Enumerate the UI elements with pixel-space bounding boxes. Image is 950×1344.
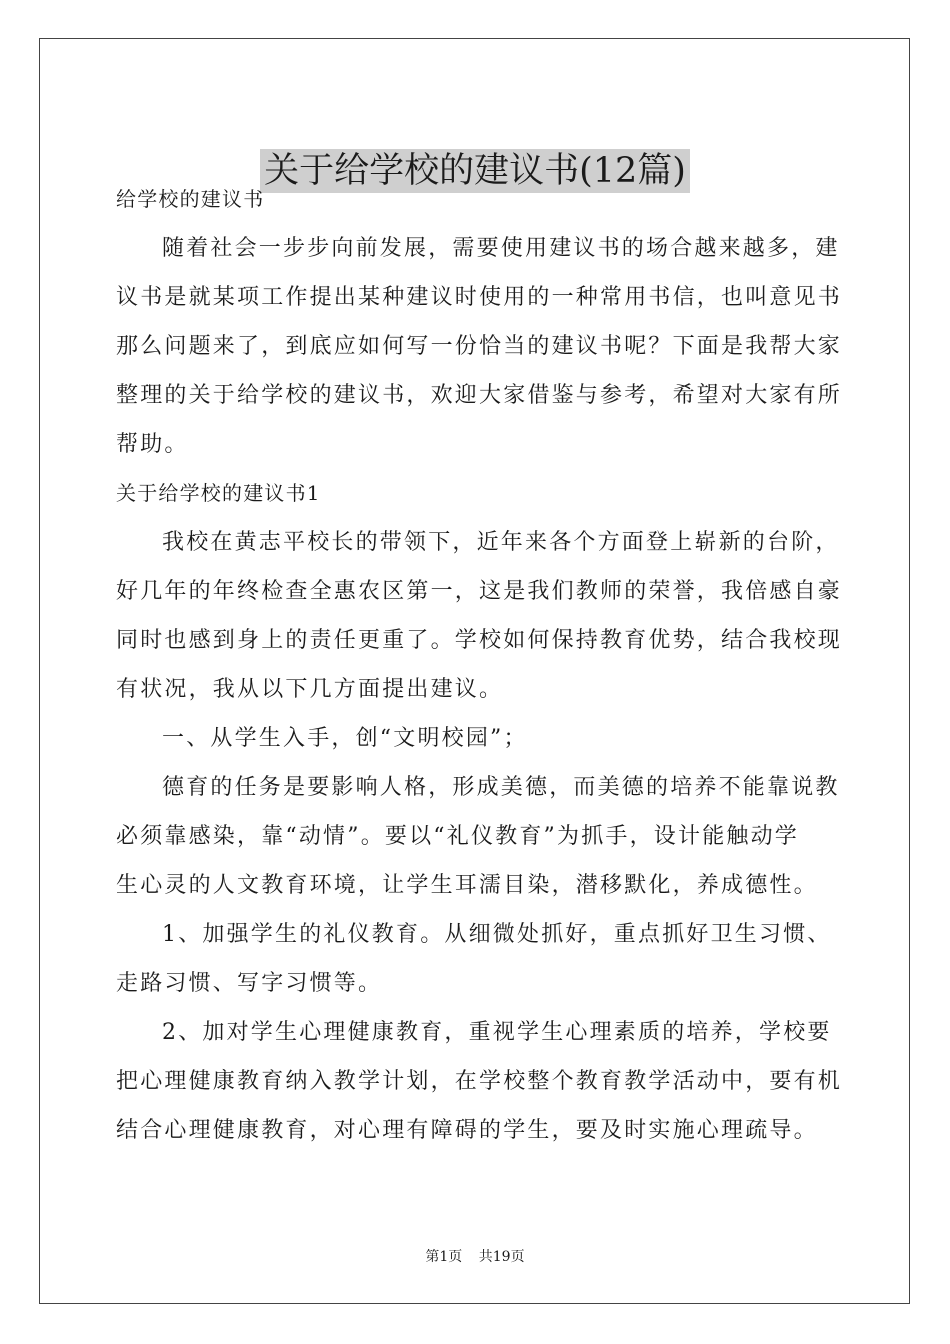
text-line: 一、从学生入手，创“文明校园”； — [162, 726, 528, 751]
text-line: 给学校的建议书 — [116, 187, 265, 211]
text-line: 那么问题来了，到底应如何写一份恰当的建议书呢？下面是我帮大家 — [116, 334, 843, 359]
text-line: 我校在黄志平校长的带领下，近年来各个方面登上崭新的台阶， — [162, 530, 840, 555]
text-line: 2、加对学生心理健康教育，重视学生心理素质的培养，学校要 — [162, 1020, 832, 1045]
text-line: 整理的关于给学校的建议书，欢迎大家借鉴与参考，希望对大家有所 — [116, 383, 843, 408]
text-line: 关于给学校的建议书1 — [116, 481, 321, 505]
document-body — [116, 175, 843, 1155]
text-line: 好几年的年终检查全惠农区第一，这是我们教师的荣誉，我倍感自豪 — [116, 579, 843, 604]
text-line: 德育的任务是要影响人格，形成美德，而美德的培养不能靠说教 — [162, 775, 840, 800]
document-title: 关于给学校的建议书(12篇) — [260, 149, 690, 193]
page-number: 第1页 — [425, 1249, 463, 1265]
text-line: 随着社会一步步向前发展，需要使用建议书的场合越来越多，建 — [162, 236, 840, 261]
page-footer — [0, 1247, 950, 1267]
text-line: 必须靠感染，靠“动情”。要以“礼仪教育”为抓手，设计能触动学 — [116, 824, 799, 849]
text-line: 把心理健康教育纳入教学计划，在学校整个教育教学活动中，要有机 — [116, 1069, 843, 1094]
text-line: 结合心理健康教育，对心理有障碍的学生，要及时实施心理疏导。 — [116, 1118, 818, 1143]
page-total: 共19页 — [478, 1249, 525, 1265]
text-line: 生心灵的人文教育环境，让学生耳濡目染，潜移默化，养成德性。 — [116, 873, 818, 898]
text-line: 帮助。 — [116, 432, 189, 457]
text-line: 议书是就某项工作提出某种建议时使用的一种常用书信，也叫意见书 — [116, 285, 843, 310]
text-line: 走路习惯、写字习惯等。 — [116, 971, 383, 996]
text-line: 有状况，我从以下几方面提出建议。 — [116, 677, 504, 702]
text-line: 1、加强学生的礼仪教育。从细微处抓好，重点抓好卫生习惯、 — [162, 922, 832, 947]
text-line: 同时也感到身上的责任更重了。学校如何保持教育优势，结合我校现 — [116, 628, 843, 653]
